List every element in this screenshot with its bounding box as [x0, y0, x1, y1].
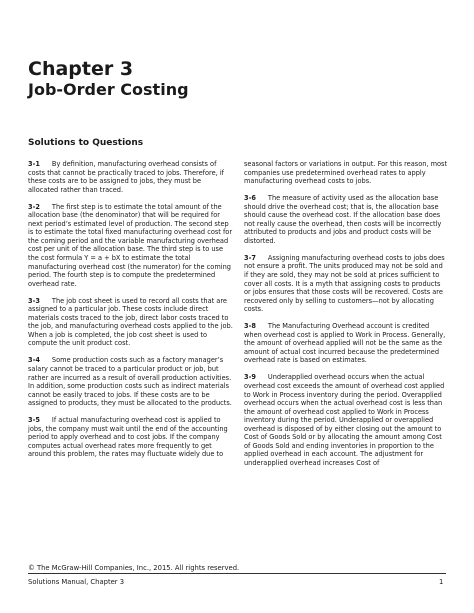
- footer-label: Solutions Manual, Chapter 3: [28, 578, 125, 586]
- answer-paragraph: [244, 373, 449, 467]
- left-column: [28, 160, 233, 467]
- question-number: 3-1: [28, 160, 40, 168]
- answer-paragraph: [244, 254, 449, 314]
- answer-paragraph: [28, 416, 233, 459]
- answer-text: By definition, manufacturing overhead consists of costs that cannot be practically traced to jobs. Therefore, if these costs are to be assigned to jobs, they must be allocated rather than traced.: [28, 160, 224, 194]
- answer-paragraph: [244, 194, 449, 245]
- answer-paragraph: [244, 322, 449, 365]
- answer-paragraph: [28, 297, 233, 348]
- copyright-notice: © The McGraw-Hill Companies, Inc., 2015. All rights reserved.: [28, 564, 240, 572]
- answer-paragraph: [28, 160, 233, 194]
- footer-divider: [28, 573, 446, 574]
- chapter-title: Job-Order Costing: [28, 80, 189, 99]
- answer-text: The Manufacturing Overhead account is credited when overhead cost is applied to Work in Process. Generally, the amount of overhead applied will not be the same as the amount of actual cost incurred because the predetermined overhead rate is based on estimates.: [244, 322, 446, 365]
- page-number: 1: [439, 578, 444, 586]
- answer-text: seasonal factors or variations in output. For this reason, most companies use predetermined overhead rates to apply manufacturing overhead costs to jobs.: [244, 160, 448, 186]
- section-heading: Solutions to Questions: [28, 138, 144, 148]
- question-number: 3-3: [28, 296, 40, 305]
- question-number: 3-4: [28, 356, 40, 365]
- answer-text: Assigning manufacturing overhead costs to jobs does not ensure a profit. The units produced may not be sold and if they are sold, they may not be sold at prices sufficient to cover all costs. It is a myth that assigning costs to products or jobs ensures that those costs will be recovered. Costs are recovered only by selling to customers—not by allocating costs.: [244, 253, 445, 314]
- question-number: 3-8: [244, 322, 256, 331]
- chapter-heading: Chapter 3: [28, 58, 134, 80]
- question-number: 3-6: [244, 194, 256, 203]
- answer-paragraph: [28, 356, 233, 407]
- question-number: 3-9: [244, 373, 256, 382]
- answer-text: The job cost sheet is used to record all costs that are assigned to a particular job. These costs include direct materials costs traced to the job, direct labor costs traced to the job, and manufacturing overhead costs applied to the job. When a job is completed, the job cost sheet is used to compute the unit product cost.: [28, 296, 233, 348]
- answer-text: Underapplied overhead occurs when the actual overhead cost exceeds the amount of overhead cost applied to Work in Process inventory during the period. Overapplied overhead occurs when the actual overhead cost is less than the amount of overhead cost applied to Work in Process inventory during the period. Underapplied or overapplied overhead is disposed of by either closing out the amount to Cost of Goods Sold or by allocating the amount among Cost of Goods Sold and ending inventories in proportion to the applied overhead in each account. The adjustment for underapplied overhead increases Cost of: [244, 373, 445, 467]
- answer-text: Some production costs such as a factory manager’s salary cannot be traced to a particular product or job, but rather are incurred as a result of overall production activities. In addition, some production costs such as indirect materials cannot be easily traced to jobs. If these costs are to be assigned to products, they must be allocated to the products.: [28, 356, 232, 408]
- answer-continuation: [244, 160, 449, 186]
- question-number: 3-7: [244, 253, 256, 262]
- question-number: 3-5: [28, 416, 40, 425]
- right-column: [244, 160, 449, 476]
- answer-paragraph: [28, 203, 233, 288]
- answer-text: The first step is to estimate the total amount of the allocation base (the denominator) that will be required for next period’s estimated level of production. The second step is to estimate the total fixed manufacturing overhead cost for the coming period and the variable manufacturing overhead cost per unit of the allocation base. The third step is to use the cost formula Y = a + bX to estimate the total manufacturing overhead cost (the numerator) for the coming period. The fourth step is to compute the predetermined overhead rate.: [28, 202, 233, 288]
- answer-text: The measure of activity used as the allocation base should drive the overhead cost; that is, the allocation base should cause the overhead cost. If the allocation base does not really cause the overhead, then costs will be incorrectly attributed to products and jobs and product costs will be distorted.: [244, 194, 442, 245]
- answer-text: If actual manufacturing overhead cost is applied to jobs, the company must wait until the end of the accounting period to apply overhead and to cost jobs. If the company computes actual overhead rates more frequently to get around this problem, the rates may fluctuate widely due to: [28, 416, 228, 459]
- question-number: 3-2: [28, 202, 40, 211]
